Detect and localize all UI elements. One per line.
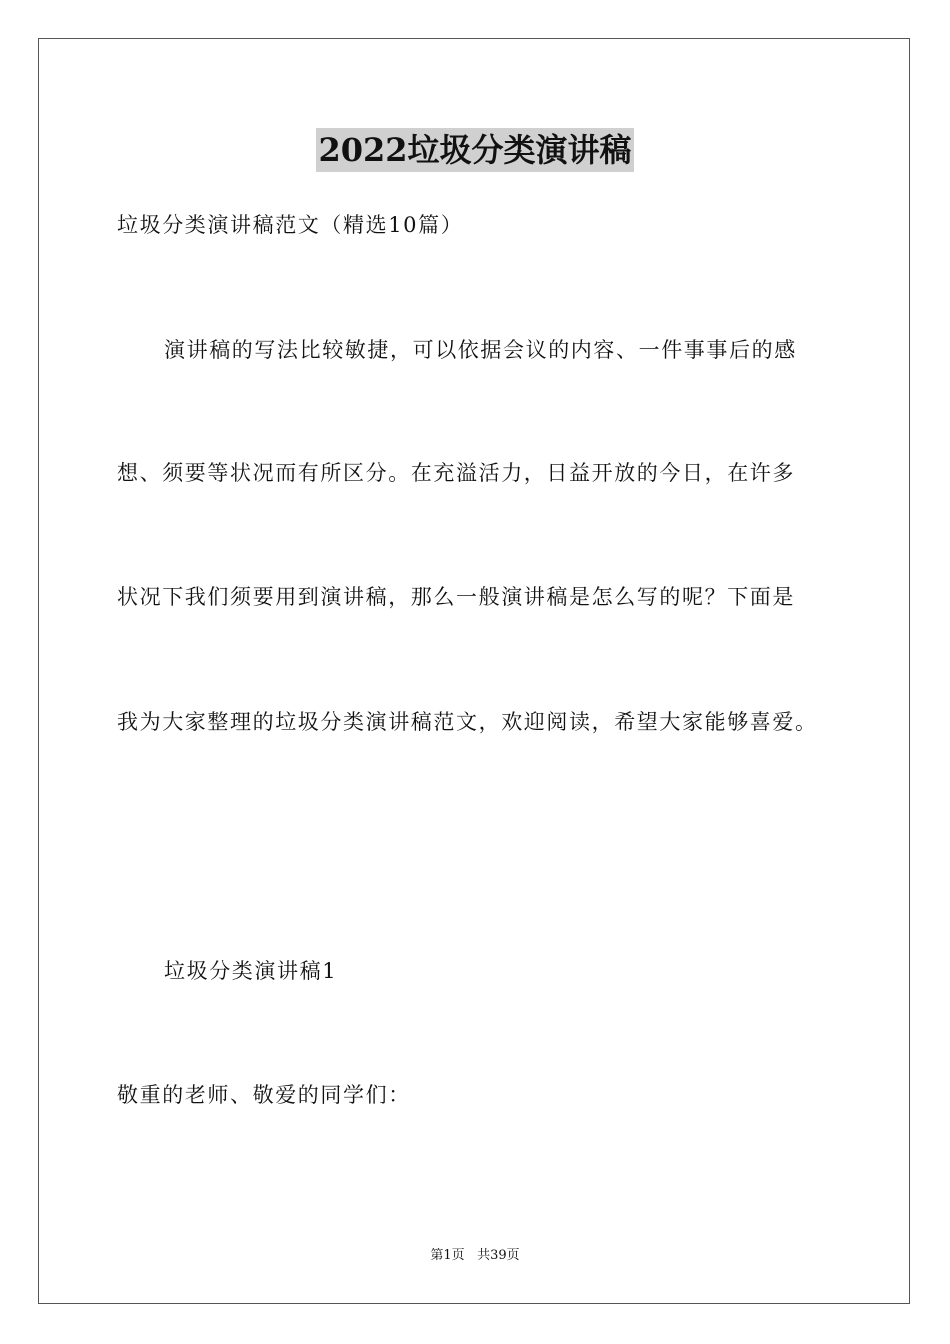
intro-line-4: 我为大家整理的垃圾分类演讲稿范文，欢迎阅读，希望大家能够喜爱。 (117, 710, 818, 734)
intro-line-1: 演讲稿的写法比较敏捷，可以依据会议的内容、一件事事后的感 (164, 338, 797, 362)
document-subtitle: 垃圾分类演讲稿范文（精选10篇） (117, 213, 464, 237)
page-number-current: 第1页 (430, 1248, 465, 1263)
page-number-total: 共39页 (477, 1248, 520, 1263)
section-heading: 垃圾分类演讲稿1 (164, 959, 338, 983)
title-container (0, 128, 950, 172)
salutation: 敬重的老师、敬爱的同学们： (117, 1083, 411, 1107)
document-title: 2022垃圾分类演讲稿 (316, 128, 633, 172)
intro-line-2: 想、须要等状况而有所区分。在充溢活力，日益开放的今日，在许多 (117, 461, 795, 485)
intro-line-3: 状况下我们须要用到演讲稿，那么一般演讲稿是怎么写的呢？下面是 (117, 585, 795, 609)
page-footer (0, 1247, 950, 1265)
